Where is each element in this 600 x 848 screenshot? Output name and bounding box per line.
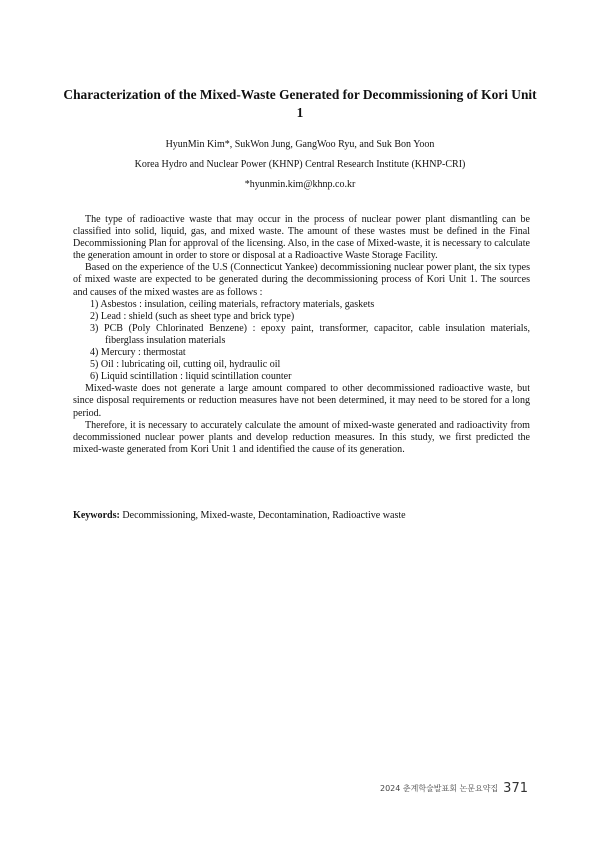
list-item: 1) Asbestos : insulation, ceiling materials, refractory materials, gaskets xyxy=(90,298,375,310)
list-item: 5) Oil : lubricating oil, cutting oil, hydraulic oil xyxy=(90,359,281,371)
author-list: HyunMin Kim*, SukWon Jung, GangWoo Ryu, and Suk Bon Yoon xyxy=(165,139,435,150)
abstract-paragraph: The type of radioactive waste that may occur in the process of nuclear power plant dismantling can be classified into solid, liquid, gas, and mixed waste. The amount of these wastes must be defined in the Final Decommissioning Plan for approval of the licensing. Also, in the case of Mixed-waste, it is necessary to calculate the generation amount in order to store or disposal at a Radioactive Waste Storage Facility. xyxy=(73,214,530,262)
list-item: 6) Liquid scintillation : liquid scintillation counter xyxy=(90,371,292,383)
mixed-waste-list xyxy=(73,299,530,384)
abstract-paragraph: Mixed-waste does not generate a large amount compared to other decommissioned radioactive waste, but since disposal requirements or reduction measures have not been determined, it may need to be stored for a long period. xyxy=(73,383,530,419)
page-footer xyxy=(372,778,528,798)
abstract-body xyxy=(73,214,530,456)
keywords-value: Decommissioning, Mixed-waste, Decontamination, Radioactive waste xyxy=(119,510,406,521)
abstract-paragraph: Therefore, it is necessary to accurately calculate the amount of mixed-waste generated and radioactivity from decommissioned nuclear power plants and develop reduction measures. In this study, we first predicted the mixed-waste generated from Kori Unit 1 and identified the cause of its generation. xyxy=(73,419,530,455)
keywords xyxy=(73,510,530,522)
list-item: 3) PCB (Poly Chlorinated Benzene) : epoxy paint, transformer, capacitor, cable insulation materials, fiberglass insulation materials xyxy=(90,322,530,346)
affiliation: Korea Hydro and Nuclear Power (KHNP) Central Research Institute (KHNP-CRI) xyxy=(134,159,466,170)
page-number: 371 xyxy=(503,781,528,796)
abstract-paragraph: Based on the experience of the U.S (Connecticut Yankee) decommissioning nuclear power plant, the six types of mixed waste are expected to be generated during the decommissioning process of Kori Unit 1. The sources and causes of the mixed wastes are as follows : xyxy=(73,262,530,298)
paper-title: Characterization of the Mixed-Waste Generated for Decommissioning of Kori Unit 1 xyxy=(63,87,537,120)
corresponding-email: *hyunmin.kim@khnp.co.kr xyxy=(244,179,356,190)
conference-name: 2024 춘계학술발표회 논문요약집 xyxy=(379,784,499,793)
list-item: 4) Mercury : thermostat xyxy=(90,347,186,359)
keywords-label: Keywords: xyxy=(73,510,120,521)
list-item: 2) Lead : shield (such as sheet type and brick type) xyxy=(90,310,295,322)
